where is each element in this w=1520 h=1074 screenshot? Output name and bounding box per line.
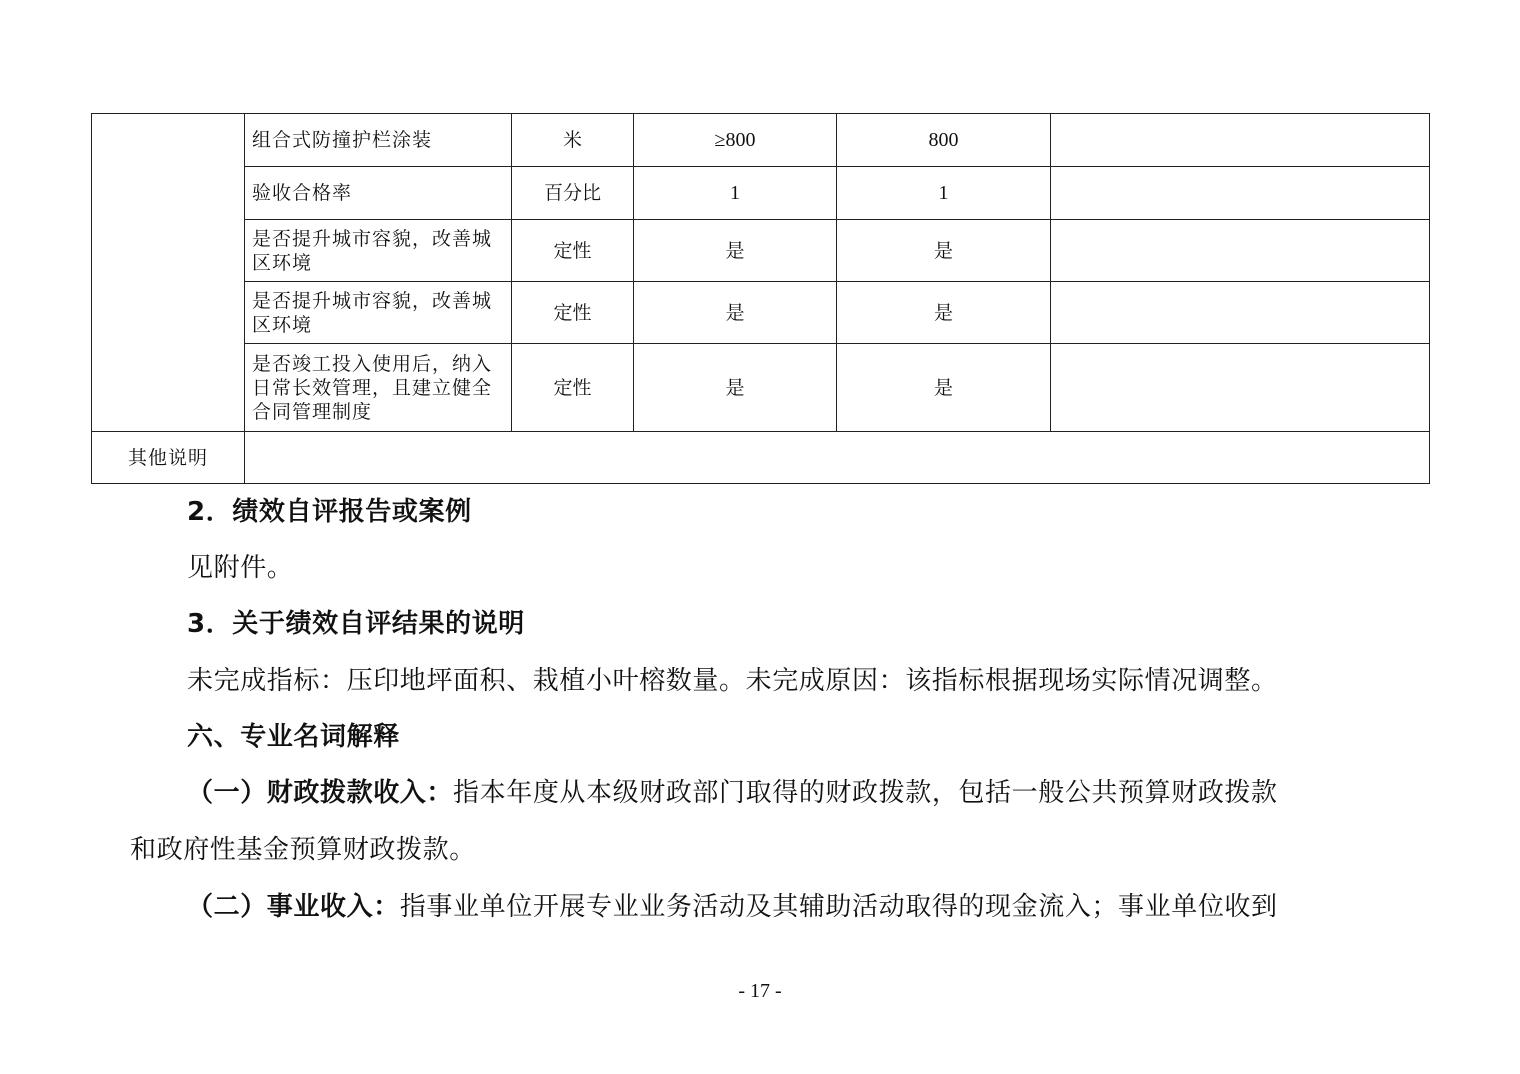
note-cell: [1051, 167, 1430, 220]
indicator-name: 是否提升城市容貌，改善城区环境: [245, 282, 512, 344]
other-notes-value: [245, 432, 1430, 484]
unit-cell: 定性: [512, 344, 634, 432]
section-2-heading: 2．绩效自评报告或案例: [187, 497, 472, 527]
actual-value: 是: [837, 282, 1051, 344]
term-2-paragraph: [187, 891, 1278, 923]
section-6-heading: 六、专业名词解释: [187, 722, 400, 752]
note-cell: [1051, 344, 1430, 432]
table-row-other: [92, 432, 1430, 484]
section-3-heading: 3．关于绩效自评结果的说明: [187, 609, 525, 639]
term-2-text: 指事业单位开展专业业务活动及其辅助活动取得的现金流入；事业单位收到: [399, 892, 1278, 922]
target-value: 是: [634, 282, 837, 344]
term-1-label: （一）财政拨款收入：: [187, 778, 454, 808]
indicator-name: 验收合格率: [245, 167, 512, 220]
section-2-text: 见附件。: [187, 553, 294, 583]
unit-cell: 百分比: [512, 167, 634, 220]
term-1-continuation: 和政府性基金预算财政拨款。: [130, 835, 476, 865]
target-value: 1: [634, 167, 837, 220]
note-cell: [1051, 282, 1430, 344]
other-notes-label: 其他说明: [92, 432, 245, 484]
table-row: [92, 282, 1430, 344]
unit-cell: 米: [512, 114, 634, 167]
note-cell: [1051, 114, 1430, 167]
target-value: 是: [634, 344, 837, 432]
target-value: 是: [634, 220, 837, 282]
section-3-text: 未完成指标：压印地坪面积、栽植小叶榕数量。未完成原因：该指标根据现场实际情况调整。: [187, 666, 1278, 696]
term-1-text: 指本年度从本级财政部门取得的财政拨款，包括一般公共预算财政拨款: [453, 778, 1278, 808]
unit-cell: 定性: [512, 282, 634, 344]
table-row: [92, 114, 1430, 167]
indicator-name: 是否提升城市容貌，改善城区环境: [245, 220, 512, 282]
term-1-paragraph: [187, 777, 1278, 809]
category-cell: [92, 114, 245, 432]
actual-value: 是: [837, 220, 1051, 282]
table-row: [92, 220, 1430, 282]
unit-cell: 定性: [512, 220, 634, 282]
page-number: - 17 -: [738, 980, 782, 1002]
note-cell: [1051, 220, 1430, 282]
term-2-label: （二）事业收入：: [187, 892, 400, 922]
target-value: ≥800: [634, 114, 837, 167]
indicator-name: 是否竣工投入使用后，纳入日常长效管理，且建立健全合同管理制度: [245, 344, 512, 432]
actual-value: 是: [837, 344, 1051, 432]
indicator-name: 组合式防撞护栏涂装: [245, 114, 512, 167]
table-row: [92, 167, 1430, 220]
performance-indicator-table: [91, 113, 1430, 484]
actual-value: 1: [837, 167, 1051, 220]
actual-value: 800: [837, 114, 1051, 167]
table-row: [92, 344, 1430, 432]
